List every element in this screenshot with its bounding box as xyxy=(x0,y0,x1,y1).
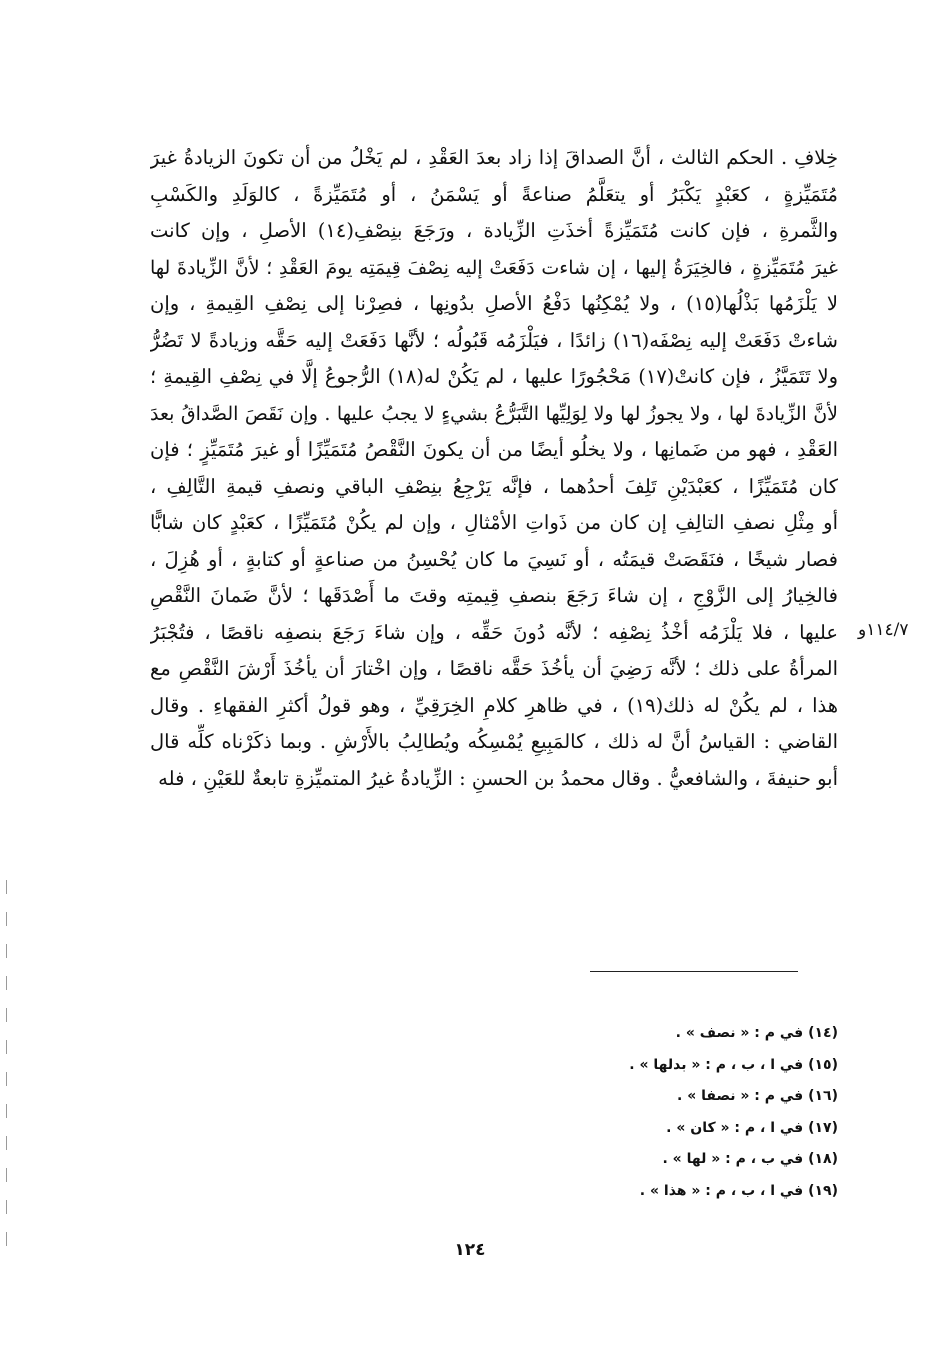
text-line-2: مُتَمَيِّزةٍ ، كعَبْدٍ يَكْبَرُ أو يتعَلَّمُ صناعةً أو يَسْمَنُ ، أو مُتَمَيِّزةً ، كالوَلَدِ والكَسْبِ xyxy=(150,182,838,206)
text-line-5: لا يَلْزَمُها بَذْلُها(١٥) ، ولا يُمْكِنُها دَفْعُ الأصلِ بدُونِها ، فصِرْنا إلى نِصْفِ القِيمةِ ، وإن xyxy=(150,292,838,315)
page-number: ١٢٤ xyxy=(454,1240,486,1260)
text-line-12: فصار شيخًا ، فنَقَصَتْ قيمَتُه ، أو نَسِيَ ما كان يُحْسِنُ من صناعةٍ أو كتابةٍ ، أو هُزِلَ ، xyxy=(150,547,838,571)
text-line-17: القاضي : القياسُ أنَّ له ذلك ، كالمَبِيعِ يُمْسِكُه ويُطالِبُ بالأَرْشِ . وبما ذكَرْناه كلِّه قال xyxy=(150,730,838,753)
text-line-9: العَقْدِ ، فهو من ضَمانِها ، ولا يخلُو أيضًا من أن يكونَ النَّقْصُ مُتَمَيِّزًا أو غيرَ مُتَمَيِّزٍ ؛ فإن xyxy=(150,438,838,461)
text-line-13: فالخِيارُ إلى الزَّوْجِ ، إن شاءَ رَجَعَ بنصفِ قِيمتِه وقتَ ما أَصْدَقَها ؛ لأنَّ ضَمانَ النَّقْصِ xyxy=(150,584,838,607)
main-text-block xyxy=(150,140,838,797)
text-line-8: لأنَّ الزِّيادةَ لها ، ولا يجوزُ لها ولا لِوَلِيِّها التَّبَرُّعُ بشيءٍ لا يجبُ عليها . وإن نَقَصَ الصَّداقُ بعدَ xyxy=(150,402,838,425)
scan-edge-mark xyxy=(6,1104,7,1118)
text-line-4: غيرَ مُتَمَيِّزةٍ ، فالخِيَرَةُ إليها ، إن شاءت دَفَعَتْ إليه نِصْفَ قِيمَتِه يومَ العَقْدِ ؛ لأنَّ الزِّيادةَ لها xyxy=(150,256,838,279)
footnote-17: (١٧) في ا ، م : « كان » . xyxy=(666,1119,838,1136)
footnote-15: (١٥) في ا ، ب ، م : « بدلها » . xyxy=(629,1056,838,1073)
scan-edge-marks xyxy=(6,880,8,1280)
footnote-18: (١٨) في ب ، م : « لها » . xyxy=(662,1151,838,1167)
footnote-separator xyxy=(590,971,798,972)
text-line-14: عليها ، فلا يَلْزَمُه أخْذُ نِصْفِه ؛ لأنَّه دُونَ حَقِّه ، وإن شاءَ رَجَعَ بنصفِه ناقصًا ، فتُجْبَرُ xyxy=(150,620,838,644)
scan-edge-mark xyxy=(6,944,7,958)
footnote-14: (١٤) في م : « نصف » . xyxy=(675,1025,838,1041)
text-line-10: كان مُتَمَيِّزًا ، كعَبْدَيْنِ تَلِفَ أحدُهما ، فإنَّه يَرْجِعُ بنِصْفِ الباقي ونصفِ قيمةِ التَّالِفِ ، xyxy=(150,474,838,498)
scan-edge-mark xyxy=(6,912,7,926)
text-line-15: المرأةُ على ذلك ؛ لأنَّه رَضِيَ أن يأخُذَ حَقَّه ناقصًا ، وإن اخْتارَ أن يأخُذَ أَرْشَ النَّقْصِ مع xyxy=(150,657,838,680)
scan-edge-mark xyxy=(6,1040,7,1054)
text-line-3: والثَّمرةِ ، فإن كانت مُتَمَيِّزةً أخذَتِ الزِّيادة ، ورَجَعَ بنِصْفِ(١٤) الأصلِ ، وإن كانت xyxy=(150,219,838,242)
scan-edge-mark xyxy=(6,1008,7,1022)
footnote-19: (١٩) في ا ، ب ، م : « هذا » . xyxy=(639,1182,838,1199)
text-line-11: أو مِثْلِ نصفِ التالِفِ إن كان من ذَواتِ الأمْثالِ ، وإن لم يكُنْ مُتَمَيِّزًا ، كعَبْدٍ كان شابًّا xyxy=(150,511,838,534)
footnotes xyxy=(560,1018,838,1207)
scan-edge-mark xyxy=(6,1168,7,1182)
text-line-18: أبو حنيفةَ ، والشافعيُّ . وقال محمدُ بن الحسنِ : الزِّيادةُ غيرُ المتميِّزةِ تابعةٌ للعَيْنِ ، فله xyxy=(158,766,838,790)
text-line-6: شاءتْ دَفَعَتْ إليه نِصْفَه(١٦) زائدًا ، فيَلْزَمُه قَبُولُه ؛ لأنَّها دَفَعَتْ إليه حَقَّه وزيادةً لا تَضُرُّ xyxy=(150,328,838,352)
scan-edge-mark xyxy=(6,1200,7,1214)
scan-edge-mark xyxy=(6,880,7,894)
text-line-1: خِلافِ . الحكم الثالث ، أنَّ الصداقَ إذا زاد بعدَ العَقْدِ ، لم يَخْلُ من أن تكونَ الزيادةُ غيرَ xyxy=(150,146,838,169)
scan-edge-mark xyxy=(6,1232,7,1246)
text-line-16: هذا ، لم يكُنْ له ذلك(١٩) ، في ظاهرِ كلامِ الخِرَقِيِّ ، وهو قولُ أكثرِ الفقهاءِ . وقال xyxy=(150,693,838,717)
scan-edge-mark xyxy=(6,1072,7,1086)
scan-edge-mark xyxy=(6,1136,7,1150)
scan-edge-mark xyxy=(6,976,7,990)
footnote-16: (١٦) في م : « نصفا » . xyxy=(677,1088,838,1104)
text-line-7: ولا تَتَمَيَّزُ ، فإن كانتْ(١٧) مَحْجُورًا عليها ، لم يَكُنْ له(١٨) الرُّجوعُ إلَّا في نِصْفِ القِيمةِ ؛ xyxy=(150,365,838,388)
manuscript-folio-marker: ١١٤/٧و xyxy=(858,620,909,640)
